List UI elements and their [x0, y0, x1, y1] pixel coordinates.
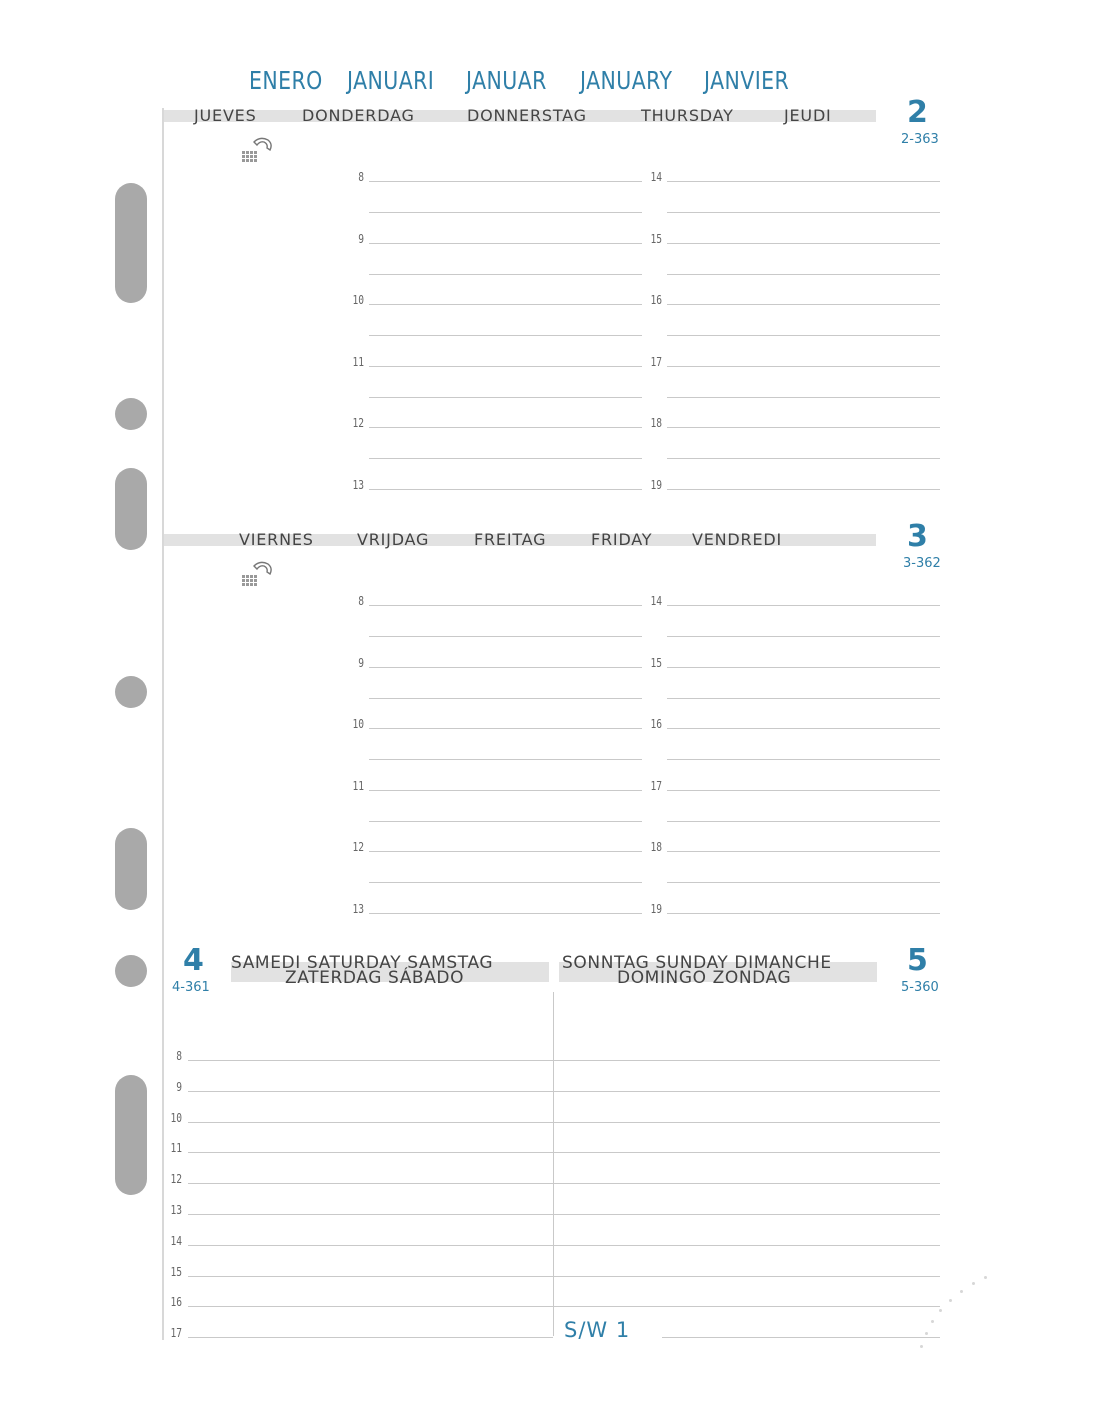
- deco-dot: [949, 1299, 952, 1302]
- sunday-hour-line[interactable]: [554, 1306, 940, 1307]
- hour-label: 19: [650, 902, 662, 916]
- hour-line[interactable]: [369, 605, 642, 606]
- binder-hole-round: [115, 398, 147, 430]
- binder-hole-round: [115, 676, 147, 708]
- half-hour-line[interactable]: [369, 636, 642, 637]
- day-name-fr: JEUDI: [784, 106, 832, 125]
- hour-line[interactable]: [369, 243, 642, 244]
- deco-dot: [931, 1320, 934, 1323]
- half-hour-line[interactable]: [667, 274, 940, 275]
- half-hour-line[interactable]: [369, 212, 642, 213]
- sunday-day-count: 5-360: [901, 980, 939, 995]
- hour-label: 9: [358, 655, 364, 670]
- sunday-names-line1: SONNTAG SUNDAY DIMANCHE: [562, 953, 832, 973]
- saturday-names-line1: SAMEDI SATURDAY SAMSTAG: [231, 953, 494, 973]
- saturday-hour-line[interactable]: [188, 1183, 553, 1184]
- hour-label: 8: [358, 170, 364, 184]
- hour-line[interactable]: [667, 667, 940, 668]
- saturday-day-count: 4-361: [172, 980, 210, 995]
- deco-dot: [925, 1332, 928, 1335]
- month-es: ENERO: [249, 66, 323, 95]
- hour-label: 13: [170, 1203, 182, 1217]
- hour-line[interactable]: [369, 304, 642, 305]
- hour-label: 11: [352, 354, 364, 369]
- deco-dot: [920, 1345, 923, 1348]
- day-name-es: JUEVES: [194, 106, 257, 125]
- hour-line[interactable]: [369, 667, 642, 668]
- hour-label: 11: [352, 778, 364, 793]
- deco-dot: [960, 1290, 963, 1293]
- day-name-es: VIERNES: [239, 530, 314, 549]
- sunday-hour-line[interactable]: [554, 1183, 940, 1184]
- month-fr: JANVIER: [704, 66, 790, 95]
- half-hour-line[interactable]: [369, 458, 642, 459]
- hour-label: 17: [650, 778, 662, 793]
- binder-hole-oblong: [115, 1075, 147, 1195]
- half-hour-line[interactable]: [667, 636, 940, 637]
- hour-label: 15: [170, 1264, 182, 1279]
- hour-line[interactable]: [667, 243, 940, 244]
- month-nl: JANUARI: [347, 66, 435, 95]
- half-hour-line[interactable]: [667, 335, 940, 336]
- half-hour-line[interactable]: [369, 698, 642, 699]
- hour-label: 19: [650, 478, 662, 492]
- hour-label: 9: [176, 1079, 182, 1094]
- hour-label: 12: [352, 416, 364, 431]
- hour-label: 14: [650, 170, 662, 184]
- day-name-de: DONNERSTAG: [467, 106, 587, 125]
- hour-line[interactable]: [667, 913, 940, 914]
- phone-icon: [240, 136, 274, 168]
- half-hour-line[interactable]: [667, 458, 940, 459]
- hour-line[interactable]: [667, 489, 940, 490]
- saturday-number: 4: [183, 943, 204, 978]
- sunday-hour-line[interactable]: [554, 1245, 940, 1246]
- hour-line[interactable]: [667, 304, 940, 305]
- day-name-de: FREITAG: [474, 530, 547, 549]
- day-name-nl: DONDERDAG: [302, 106, 415, 125]
- hour-line[interactable]: [667, 427, 940, 428]
- sunday-hour-line[interactable]: [554, 1214, 940, 1215]
- hour-label: 18: [650, 840, 662, 855]
- hour-label: 12: [170, 1172, 182, 1187]
- hour-label: 10: [352, 293, 364, 308]
- saturday-hour-line[interactable]: [188, 1276, 553, 1277]
- hour-label: 13: [352, 478, 364, 492]
- weekend-divider: [553, 992, 554, 1336]
- half-hour-line[interactable]: [667, 698, 940, 699]
- binder-hole-oblong: [115, 468, 147, 550]
- hour-label: 14: [650, 594, 662, 608]
- hour-line[interactable]: [667, 366, 940, 367]
- binder-hole-round: [115, 955, 147, 987]
- hour-label: 15: [650, 655, 662, 670]
- hour-label: 8: [358, 594, 364, 608]
- hour-line[interactable]: [369, 489, 642, 490]
- half-hour-line[interactable]: [667, 212, 940, 213]
- hour-label: 10: [352, 717, 364, 732]
- binder-hole-oblong: [115, 828, 147, 910]
- half-hour-line[interactable]: [369, 821, 642, 822]
- saturday-names-line2: ZATERDAG SÁBADO: [285, 968, 465, 988]
- half-hour-line[interactable]: [369, 759, 642, 760]
- hour-line[interactable]: [667, 728, 940, 729]
- deco-dot: [972, 1282, 975, 1285]
- hour-label: 18: [650, 416, 662, 431]
- day-number: 2: [907, 95, 928, 130]
- half-hour-line[interactable]: [667, 759, 940, 760]
- sunday-hour-line[interactable]: [554, 1091, 940, 1092]
- sunday-hour-line[interactable]: [554, 1060, 940, 1061]
- sunday-hour-line[interactable]: [554, 1122, 940, 1123]
- hour-line[interactable]: [369, 728, 642, 729]
- hour-label: 13: [352, 902, 364, 916]
- deco-dot: [939, 1309, 942, 1312]
- day-name-en: FRIDAY: [591, 530, 653, 549]
- sunday-hour-line[interactable]: [662, 1337, 940, 1338]
- saturday-hour-line[interactable]: [188, 1306, 553, 1307]
- hour-line[interactable]: [667, 851, 940, 852]
- hour-line[interactable]: [667, 605, 940, 606]
- saturday-hour-line[interactable]: [188, 1214, 553, 1215]
- hour-label: 11: [170, 1141, 182, 1156]
- month-de: JANUAR: [466, 66, 547, 95]
- hour-label: 16: [650, 293, 662, 308]
- week-number-label: S/W 1: [564, 1318, 631, 1342]
- half-hour-line[interactable]: [369, 397, 642, 398]
- hour-label: 10: [170, 1110, 182, 1125]
- binder-hole-oblong: [115, 183, 147, 303]
- half-hour-line[interactable]: [369, 335, 642, 336]
- day-of-year-count: 2-363: [901, 132, 939, 147]
- deco-dot: [984, 1276, 987, 1279]
- hour-label: 17: [650, 354, 662, 369]
- saturday-hour-line[interactable]: [188, 1122, 553, 1123]
- day-of-year-count: 3-362: [903, 556, 941, 571]
- hour-line[interactable]: [667, 790, 940, 791]
- saturday-hour-line[interactable]: [188, 1337, 553, 1338]
- hour-line[interactable]: [369, 790, 642, 791]
- hour-line[interactable]: [369, 181, 642, 182]
- hour-line[interactable]: [369, 366, 642, 367]
- half-hour-line[interactable]: [667, 821, 940, 822]
- half-hour-line[interactable]: [667, 397, 940, 398]
- half-hour-line[interactable]: [369, 882, 642, 883]
- day-name-fr: VENDREDI: [692, 530, 783, 549]
- phone-icon: [240, 560, 274, 592]
- hour-line[interactable]: [369, 913, 642, 914]
- hour-label: 8: [176, 1049, 182, 1063]
- sunday-number: 5: [907, 943, 928, 978]
- sunday-names-line2: DOMINGO ZONDAG: [617, 968, 792, 988]
- saturday-hour-line[interactable]: [188, 1152, 553, 1153]
- hour-label: 16: [650, 717, 662, 732]
- day-name-en: THURSDAY: [641, 106, 734, 125]
- page-margin-line: [162, 108, 164, 1340]
- saturday-hour-line[interactable]: [188, 1060, 553, 1061]
- month-en: JANUARY: [580, 66, 673, 95]
- half-hour-line[interactable]: [369, 274, 642, 275]
- hour-label: 9: [358, 231, 364, 246]
- half-hour-line[interactable]: [667, 882, 940, 883]
- hour-label: 17: [170, 1326, 182, 1341]
- day-name-nl: VRIJDAG: [357, 530, 430, 549]
- hour-line[interactable]: [369, 427, 642, 428]
- day-number: 3: [907, 519, 928, 554]
- sunday-hour-line[interactable]: [554, 1276, 940, 1277]
- hour-label: 16: [170, 1295, 182, 1310]
- hour-line[interactable]: [369, 851, 642, 852]
- hour-label: 14: [170, 1233, 182, 1248]
- hour-label: 15: [650, 231, 662, 246]
- saturday-hour-line[interactable]: [188, 1245, 553, 1246]
- sunday-hour-line[interactable]: [554, 1152, 940, 1153]
- hour-label: 12: [352, 840, 364, 855]
- saturday-hour-line[interactable]: [188, 1091, 553, 1092]
- hour-line[interactable]: [667, 181, 940, 182]
